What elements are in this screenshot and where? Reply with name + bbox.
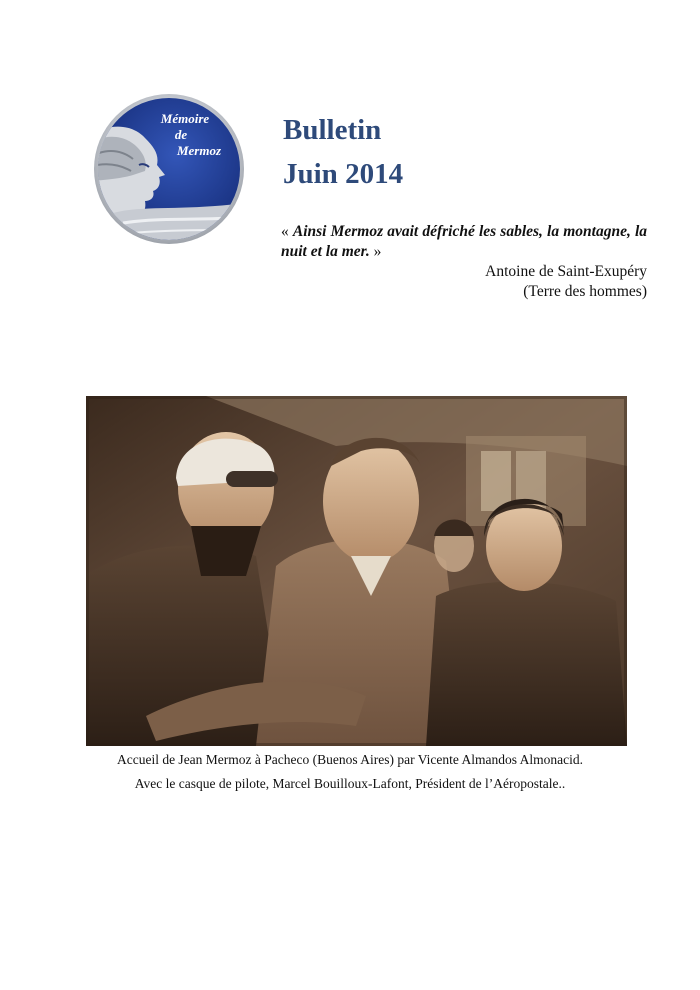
memoire-de-mermoz-logo [93,93,245,245]
photo-caption-line2: Avec le casque de pilote, Marcel Bouilloux-Lafont, Président de l’Aéropostale.. [134,776,566,791]
quote-open: « [281,223,293,240]
quote-close: » [369,243,382,260]
historic-photo [86,396,627,746]
logo-text-line2: de [174,127,188,142]
logo-text-line3: Mermoz [176,143,222,158]
bulletin-title: Bulletin [283,114,382,146]
quote-text: Ainsi Mermoz avait défriché les sables, la montagne, la nuit et la mer. [281,223,648,260]
logo-text-line1: Mémoire [160,111,210,126]
photo-caption-line1: Accueil de Jean Mermoz à Pacheco (Buenos Aires) par Vicente Almandos Almonacid. [116,752,584,767]
quote-source: (Terre des hommes) [523,283,647,300]
bulletin-title-block [283,108,403,196]
bulletin-date: Juin 2014 [283,158,404,190]
quote-author: Antoine de Saint-Exupéry [485,263,647,280]
epigraph-quote [281,222,647,262]
